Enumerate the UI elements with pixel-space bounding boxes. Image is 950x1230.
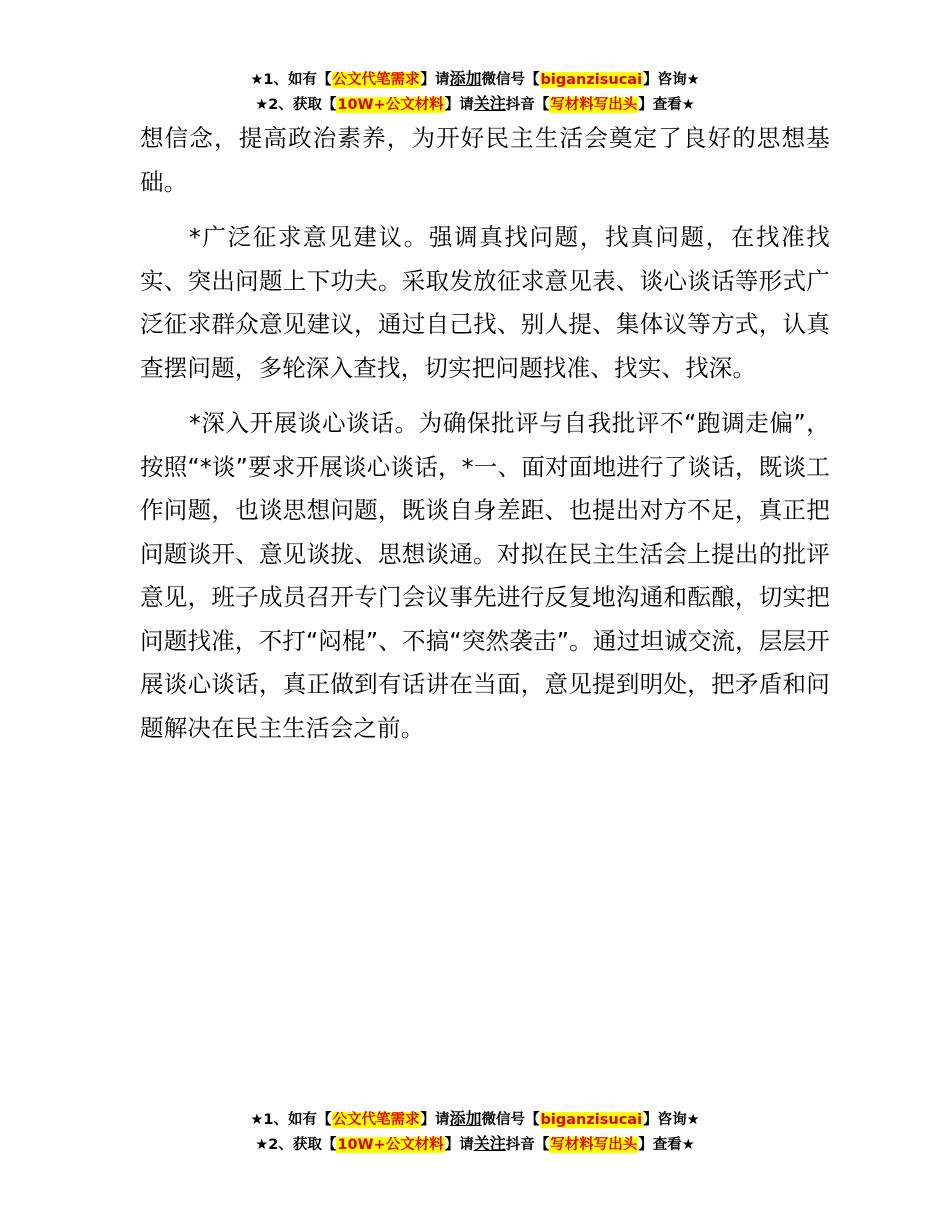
banner-text: 抖音【: [505, 1137, 550, 1153]
body-paragraph: *广泛征求意见建议。强调真找问题，找真问题，在找准找实、突出问题上下功夫。采取发放征求意见表、谈心谈话等形式广泛征求群众意见建议，通过自己找、别人提、集体议等方式，认真查摆问题，多轮深入查找，切实把问题找准、找实、找深。: [140, 223, 830, 382]
highlight-ghostwriting-service: 公文代笔需求: [332, 1112, 420, 1128]
banner-text: 】请: [444, 97, 474, 113]
highlight-ghostwriting-service: 公文代笔需求: [332, 72, 420, 88]
banner-text: 2、获取【: [268, 1137, 337, 1153]
highlight-materials: 10W+公文材料: [337, 1137, 444, 1153]
highlight-wechat-id: biganzisucai: [540, 1112, 643, 1128]
footer-banner: [0, 1107, 950, 1157]
underlined-add: 添加: [449, 1109, 482, 1128]
banner-text: 1、如有【: [263, 72, 332, 88]
star-icon: ★: [250, 72, 264, 88]
star-icon: ★: [686, 1112, 700, 1128]
banner-text: 】查看: [638, 1137, 682, 1153]
banner-text: 微信号【: [481, 72, 540, 88]
star-icon: ★: [250, 1112, 264, 1128]
header-banner: [0, 67, 950, 117]
highlight-materials: 10W+公文材料: [337, 97, 444, 113]
banner-text: 1、如有【: [263, 1112, 332, 1128]
star-icon: ★: [681, 1137, 695, 1153]
highlight-douyin-account: 写材料写出头: [550, 97, 638, 113]
banner-text: 】请: [444, 1137, 474, 1153]
underlined-add: 添加: [449, 69, 482, 88]
banner-text: 】查看: [638, 97, 682, 113]
highlight-wechat-id: biganzisucai: [540, 72, 643, 88]
star-icon: ★: [681, 97, 695, 113]
banner-text: 抖音【: [505, 97, 550, 113]
document-body: [140, 117, 830, 762]
underlined-follow: 关注: [473, 94, 506, 113]
header-line-2: [0, 92, 950, 117]
banner-text: 】咨询: [643, 72, 687, 88]
star-icon: ★: [686, 72, 700, 88]
footer-line-1: [0, 1107, 950, 1132]
banner-text: 2、获取【: [268, 97, 337, 113]
header-line-1: [0, 67, 950, 92]
body-paragraph: 想信念，提高政治素养，为开好民主生活会奠定了良好的思想基础。: [140, 124, 830, 196]
banner-text: 微信号【: [481, 1112, 540, 1128]
body-paragraph: *深入开展谈心谈话。为确保批评与自我批评不“跑调走偏”，按照“*谈”要求开展谈心谈话，*一、面对面地进行了谈话，既谈工作问题，也谈思想问题，既谈自身差距、也提出对方不足，真正把问题谈开、意见谈拢、思想谈通。对拟在民主生活会上提出的批评意见，班子成员召开专门会议事先进行反复地沟通和酝酿，切实把问题找准，不打“闷棍”、不搞“突然袭击”。通过坦诚交流，层层开展谈心谈话，真正做到有话讲在当面，意见提到明处，把矛盾和问题解决在民主生活会之前。: [140, 409, 830, 742]
star-icon: ★: [255, 1137, 269, 1153]
banner-text: 】请: [420, 72, 450, 88]
highlight-douyin-account: 写材料写出头: [550, 1137, 638, 1153]
footer-line-2: [0, 1132, 950, 1157]
underlined-follow: 关注: [473, 1134, 506, 1153]
banner-text: 】咨询: [643, 1112, 687, 1128]
star-icon: ★: [255, 97, 269, 113]
banner-text: 】请: [420, 1112, 450, 1128]
